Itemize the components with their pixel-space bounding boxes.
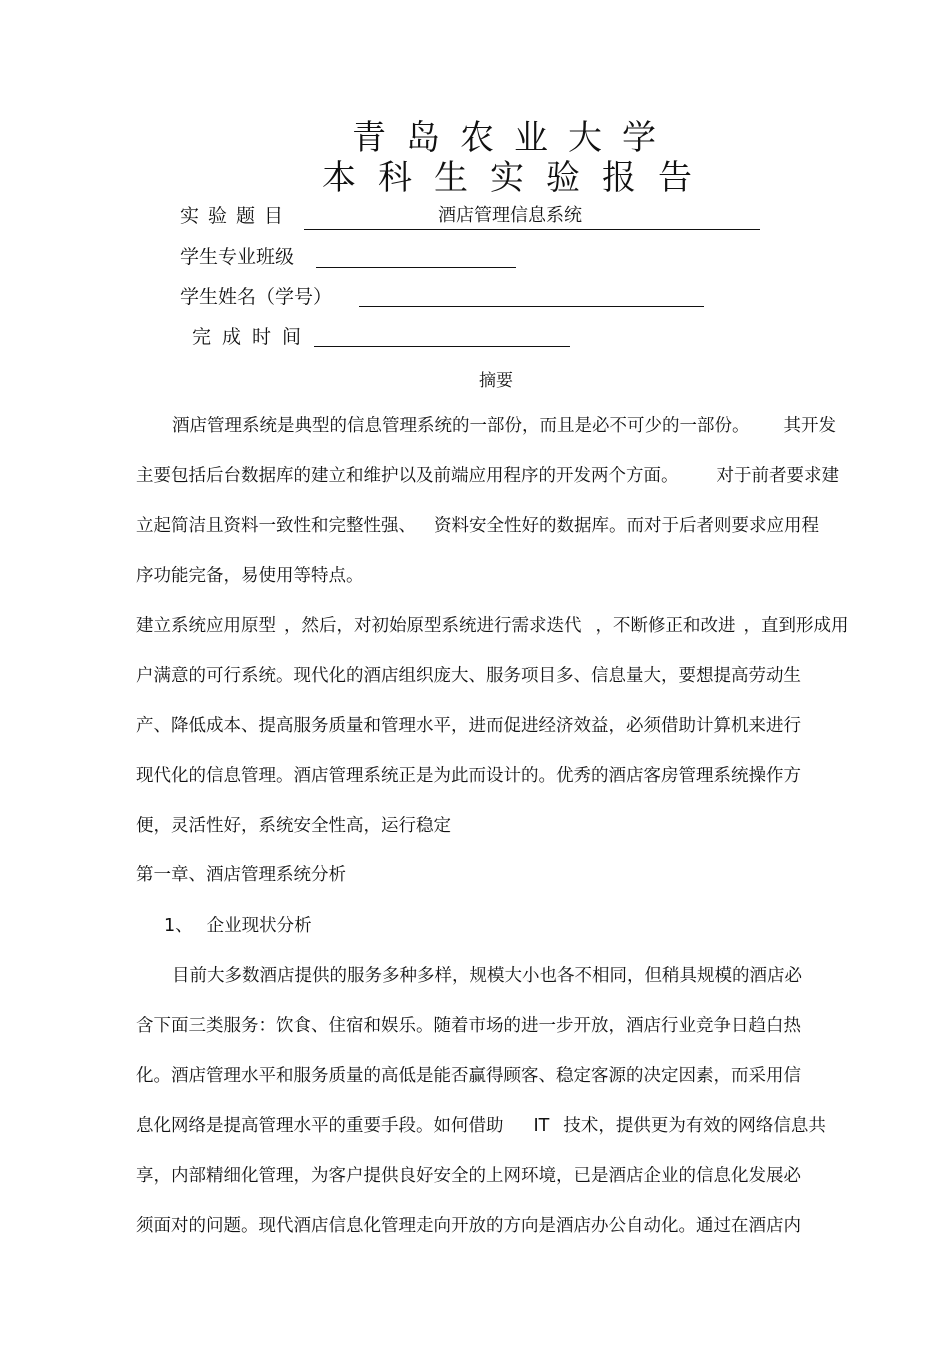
- section-heading: [164, 914, 312, 938]
- name-underline: [359, 306, 704, 307]
- abstract-p2-line4: 现代化的信息管理。酒店管理系统正是为此而设计的。优秀的酒店客房管理系统操作方: [136, 766, 801, 786]
- section-number: 1、: [164, 916, 193, 936]
- topic-underline: [304, 229, 760, 230]
- section-title: 企业现状分析: [206, 916, 312, 936]
- topic-value: 酒店管理信息系统: [438, 205, 582, 226]
- class-label: 学生专业班级: [180, 246, 295, 268]
- abstract-p1-line1: 酒店管理系统是典型的信息管理系统的一部份，而且是必不可少的一部份。 其开发: [172, 416, 836, 436]
- topic-label: 实验题目: [180, 205, 293, 227]
- abstract-p2-line1: 建立系统应用原型 ，然后，对初始原型系统进行需求迭代 ，不断修正和改进 ，直到形成用: [136, 616, 849, 636]
- abstract-p1-line2: 主要包括后台数据库的建立和维护以及前端应用程序的开发两个方面。 对于前者要求建: [136, 466, 839, 486]
- chapter1-line1: 目前大多数酒店提供的服务多种多样，规模大小也各不相同，但稍具规模的酒店必: [172, 966, 802, 986]
- abstract-p2-line3: 产、降低成本、提高服务质量和管理水平，进而促进经济效益，必须借助计算机来进行: [136, 716, 801, 736]
- chapter1-title: 第一章、酒店管理系统分析: [136, 865, 346, 885]
- report-type-title: 本科生实验报告: [322, 158, 714, 198]
- chapter1-line6: 须面对的问题。现代酒店信息化管理走向开放的方向是酒店办公自动化。通过在酒店内: [136, 1216, 801, 1236]
- chapter1-line3: 化。酒店管理水平和服务质量的高低是能否赢得顾客、稳定客源的决定因素，而采用信: [136, 1066, 801, 1086]
- chapter1-line2: 含下面三类服务：饮食、住宿和娱乐。随着市场的进一步开放，酒店行业竞争日趋白热: [136, 1016, 801, 1036]
- time-label: 完成时间: [192, 326, 313, 348]
- abstract-p1-line3: 立起简洁且资料一致性和完整性强、 资料安全性好的数据库。而对于后者则要求应用程: [136, 516, 819, 536]
- name-label: 学生姓名（学号）: [180, 286, 333, 308]
- class-underline: [316, 267, 516, 268]
- chapter1-line4: 息化网络是提高管理水平的重要手段。如何借助 IT 技术，提供更为有效的网络信息共: [136, 1116, 826, 1136]
- abstract-heading: 摘要: [479, 371, 513, 391]
- chapter1-line5: 享，内部精细化管理，为客户提供良好安全的上网环境，已是酒店企业的信息化发展必: [136, 1166, 801, 1186]
- abstract-p2-line5: 便，灵活性好，系统安全性高，运行稳定: [136, 816, 451, 836]
- abstract-p2-line2: 户满意的可行系统。现代化的酒店组织庞大、服务项目多、信息量大，要想提高劳动生: [136, 666, 801, 686]
- time-underline: [314, 346, 570, 347]
- abstract-p1-line4: 序功能完备，易使用等特点。: [136, 566, 364, 586]
- university-title: 青岛农业大学: [352, 118, 676, 158]
